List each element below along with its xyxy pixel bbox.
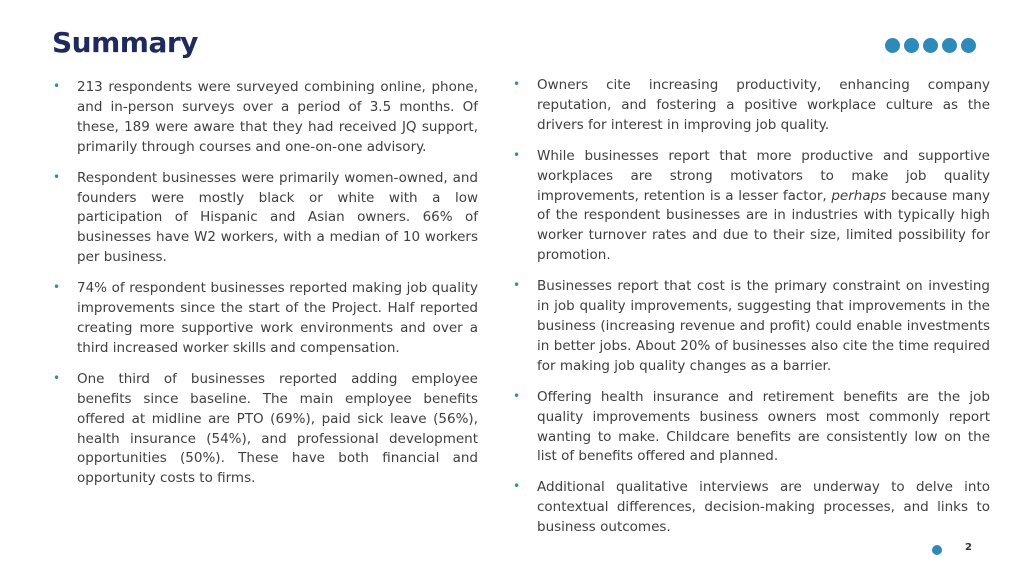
- bullet-text: Respondent businesses were primarily women-owned, and founders were mostly black or white with a low participation of Hispanic and Asian owners. 66% of businesses have W2 workers, with a median of 10 workers per business.: [77, 169, 478, 266]
- list-item: [512, 277, 990, 377]
- list-item: [512, 147, 990, 266]
- bullet-text-part: because many of the respondent businesses are in industries with typically high worker turnover rates and due to their size, limited possibility for promotion.: [537, 187, 990, 264]
- bullet-icon: •: [53, 79, 61, 93]
- bullet-text: Businesses report that cost is the primary constraint on investing in job quality improvements, suggesting that improvements in the business (increasing revenue and profit) could enable investments in better jobs. About 20% of businesses also cite the time required for making job quality changes as a barrier.: [537, 278, 990, 374]
- bullet-icon: •: [53, 280, 61, 295]
- bullet-icon: •: [513, 147, 521, 162]
- page-title: Summary: [52, 26, 198, 59]
- bullet-icon: •: [53, 370, 61, 385]
- dot-icon: [923, 38, 938, 53]
- right-column-bullets: [512, 76, 990, 549]
- bullet-text: One third of businesses reported adding employee benefits since baseline. The main employee benefits offered at midline are PTO (69%), paid sick leave (56%), health insurance (54%), and professional development opportunities (50%). These have both financial and opportunity costs to firms.: [77, 370, 478, 487]
- bullet-text: Owners cite increasing productivity, enhancing company reputation, and fostering a positive workplace culture as the drivers for interest in improving job quality.: [537, 77, 990, 133]
- bullet-text: Additional qualitative interviews are underway to delve into contextual differences, decision-making processes, and links to business outcomes.: [537, 479, 990, 536]
- list-item: [52, 169, 478, 269]
- bullet-icon: •: [513, 278, 521, 293]
- dot-icon: [961, 38, 976, 53]
- page-dot-icon: [932, 545, 942, 555]
- bullet-icon: •: [513, 388, 521, 403]
- bullet-text-part: While businesses report that more productive and supportive workplaces are strong motivators to make job quality improvements, retention is a lesser factor,: [537, 147, 990, 204]
- bullet-icon: •: [513, 77, 521, 91]
- bullet-text: Offering health insurance and retirement benefits are the job quality improvements business owners most commonly report wanting to make. Childcare benefits are consistently low on the list of benefits offered and planned.: [537, 388, 990, 465]
- left-column-bullets: [52, 78, 478, 500]
- bullet-text: 213 respondents were surveyed combining online, phone, and in-person surveys over a period of 3.5 months. Of these, 189 were aware that they had received JQ support, primarily through courses and one-on-one advisory.: [77, 79, 478, 155]
- list-item: [512, 388, 990, 468]
- list-item: [512, 76, 990, 136]
- list-item: [52, 78, 478, 158]
- emphasis-text: perhaps: [831, 187, 887, 204]
- list-item: [52, 279, 478, 359]
- page-number: 2: [965, 542, 972, 553]
- decorative-dots: [885, 38, 976, 53]
- bullet-icon: •: [53, 169, 61, 184]
- dot-icon: [904, 38, 919, 53]
- dot-icon: [942, 38, 957, 53]
- list-item: [52, 370, 478, 489]
- dot-icon: [885, 38, 900, 53]
- bullet-text: [537, 148, 990, 264]
- bullet-icon: •: [513, 479, 521, 494]
- bullet-text: 74% of respondent businesses reported making job quality improvements since the start of the Project. Half reported creating more supportive work environments and over a third increased worker skills and compensation.: [77, 280, 478, 356]
- list-item: [512, 478, 990, 538]
